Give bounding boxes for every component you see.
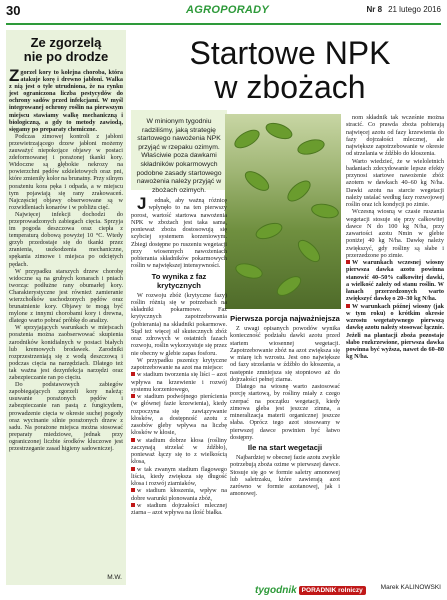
sidebar-paragraph: W przypadku starszych drzew chorobę widoczne są na grubych konarach i pniach tworząc podłużne rany obumarłej kory. Charakterystyczne jest również zamieranie wierzchołków uschodzonych pędów oraz brunatnienie kory. Objawy te mogą być mylone z innymi chorobami kory i drewna, dlatego warto pobrać próbkę do analizy.: [9, 267, 123, 325]
column-2-paragraph: Z uwagi opisanych powodów wynika konieczność podziału dawki azotu przed startem wiosennej wegetacji. Zapotrzebowanie zbóż na azot zwiększa się w miarę ich wzrostu. Jest ono największe od fazy strzelania w źdźbło do kłoszenia, a następnie zmniejsza się stopniowo aż do dojrzałości pełnej ziarna.: [230, 325, 340, 383]
column-1-paragraph: W rozwoju zbóż (krytyczne fazy) roślin różnią się w potrzebach na składniki pokarmowe. Faz krytycznych zapotrzebowania (pobierania) na składniki pokarmowe. Stąd też więcej sił skutecznych zbóż oraz zdrowych w ostatnich fazach rozwoju, roślin wykorzystuje się przez nie obecny w glebie zapas fosforu.: [131, 291, 227, 357]
logo-badge: PORADNIK rolniczy: [299, 586, 366, 595]
bullet-square-icon: [346, 304, 350, 308]
column-3-paragraph: Warto wiedzieć, że w wieloletnich badaniach zdecydowanie lepsze efekty przynosi startowe nawożenie zbóż azotem w dawkach 40–60 kg N/ha. Dawki azotu na starcie wegetacji należy ustalać według fazy rozwojowej roślin oraz ich kondycji po zimie.: [346, 157, 444, 208]
bullet-item: w stadium tworzenia się liści – azot wpływa na krzewienie i rozwój systemu korzeniowego,: [131, 371, 227, 393]
bullet-square-icon: [346, 260, 350, 264]
main-article-title: Startowe NPK w zbożach: [189, 35, 391, 105]
bullet-square-icon: [131, 394, 135, 398]
bold-bullet: W warunkach późnej wiosny (jak w tym roku) o krótkim okresie wzrostu wegetatywnego pierwszą dawkę azotu należy stosować łącznie. Jeżeli na plantacji zboża pozostaje słabo rozkrzewione, pierwsza dawka powinna być wyższa, nawet do 60–80 kg N/ha.: [346, 302, 444, 361]
bullet-square-icon: [131, 372, 135, 376]
wheat-field-photo: [225, 114, 341, 309]
sidebar-author: M.W.: [107, 574, 122, 581]
page-header: [6, 3, 441, 25]
issue-info: [367, 5, 442, 14]
sidebar-paragraph: Najwięcej infekcji dochodzi do przeprowadzonych zabiegach cięcia. Sprzyja im pogoda deszczowa oraz ciepła z temperaturą dobową powyżej 10 °C. Wtedy grzyb przedostaje się do tkanki przez zranienia, uszkodzenia mechaniczne, spękania zimowe i miejsca po odciętych pędach.: [9, 210, 123, 268]
bullet-item: w stadium dojrzałości mlecznej ziarna – azot wpływa na ilość białka.: [131, 501, 227, 516]
bullet-square-icon: [131, 503, 135, 507]
bullet-item: w stadium dobrze kłosa (rośliny zaczynają strzelać w źdźbło), ponieważ łączy się to z wielkością kłosa,: [131, 436, 227, 466]
bullet-item: w stadium podwójnego pierścienia (w głównej fazie krzewienia), kiedy rozpoczyna się zawiązywanie kłosków, a dostępność azotu z zasobów gleby wpływa na liczbę kłosków w kłosie,: [131, 393, 227, 437]
bold-bullet: W warunkach wczesnej wiosny pierwsza dawka azotu powinna stanowić 40–50% całkowitej dawki, a wielkość zależy od stanu roślin. W łanach przerzedzonych warto zwiększyć dawkę o 20–30 kg N/ha.: [346, 259, 444, 303]
column-3-paragraph: nom składnik tak wcześnie można stracić. Co prawda zboża pobierają najwięcej azotu od fazy krzewienia do fazy dojrzałości mlecznej, ale największe zapotrzebowanie w okresie od strzelania w źdźbło do kłoszenia.: [346, 114, 444, 158]
bullet-square-icon: [131, 438, 135, 442]
bullet-square-icon: [131, 488, 135, 492]
sidebar-paragraph: Do podstawowych zabiegów zapobiegających zgorzeli kory należą: usuwanie porażonych pędów i zabezpieczanie ran pastą z fungicydem, prowadzenie cięcia w okresie suchej pogody oraz wycinanie silnie porażonych drzew z sadu. Na porażone miejsca można stosować preparaty miedziowe, jednak przy ograniczonej liczbie środków kluczowe jest przestrzeganie zasad higieny sadowniczej.: [9, 381, 123, 452]
bullet-square-icon: [131, 467, 135, 471]
subheading-critical-phases: To wynika z faz krytycznych: [151, 271, 207, 290]
issue-date: 21 lutego 2016: [388, 5, 441, 14]
sidebar-article-title: Ze zgorzelą nie po drodze: [23, 35, 109, 64]
main-article-lead: W minionym tygodniu radziliśmy, jaką strategię startowego nawożenia NPK przyjąć w rzepaku ozimym. Właściwie poza dawkami składników pokarmowych podobne zasady startowego nawożenia należy przyjąć w zbożach ozimych.: [131, 110, 227, 190]
main-article-author: Marek KALINOWSKI: [380, 584, 441, 591]
column-3-paragraph: Wczesną wiosną w czasie ruszania wegetacji stosuje się przy całkowitej dawce N do 100 kg N/ha, przy zawartości azotu Nmin w glebie poniżej 40 kg N/ha. Dawkę należy zwiększyć, gdy rośliny są słabe i przerzedzone po zimie.: [346, 208, 444, 259]
sidebar-article-body: [9, 66, 123, 452]
subheading-start-vegetation: Ile na start wegetacji: [247, 443, 323, 452]
subheading-first-dose: Pierwsza porcja najważniejsza: [230, 314, 340, 323]
article-column-1: [131, 197, 227, 585]
publication-logo: [255, 584, 366, 596]
article-column-2: [230, 312, 340, 544]
logo-text: tygodnik: [255, 584, 297, 596]
sidebar-article: [6, 30, 126, 585]
section-label: AGROPORADY: [186, 4, 270, 16]
page-number: 30: [6, 3, 21, 18]
column-1-paragraph: W przypadku pszenicy krytyczne zapotrzebowanie na azot ma miejsce:: [131, 356, 227, 371]
sidebar-paragraph: W sprzyjających warunkach w miejscach porażenia można zaobserwować skupienia zarodników konidialnych w postaci białych lub kremowych brodawek. Zarodniki rozprzestrzeniają się z wodą deszczową i podczas cięcia na narzędziach. Dlatego też tak ważna jest dezynfekcja narzędzi oraz zabezpieczanie ran po cięciu.: [9, 324, 123, 382]
column-2-paragraph: Dlatego na wiosnę warto zastosować porcję startową, by rośliny miały z czego czerpać na początku wegetacji, kiedy zimowa gleba jest jeszcze zimna, a mineralizacja materii organicznej jeszcze słaba. Oprócz tego azot stosowany w pierwszej dawce powinien być łatwo dostępny.: [230, 383, 340, 441]
bullet-item: w stadium kłoszenia, wpływ na dobre warunki plonowania zbóż,: [131, 487, 227, 502]
article-column-3: [346, 114, 444, 586]
column-2-paragraph: Najbardziej w obecnej fazie azotu zwykle potrzebują zboża ozime w pierwszej dawce. Stosuje się go w formie saletry amonowej lub saletrzaku, które zawierają azot zarówno w formie azotanowej, jak i amonowej.: [230, 454, 340, 498]
column-1-intro: J ednak, aby ważną różnicę wpłynęło to na ten pierwszy porost, wartość startowa nawożenia NPK w zbożach jest taka sama, ponieważ zboża dostosowują się szybciej systemem korzeniowym. Zbiegi dostępne po ruszeniu wegetacji przy wiosennych nawożeniach pobierania składników pokarmowych roślin w największej intensywności.: [131, 197, 227, 270]
bullet-item: w tak zwanym stadium flagowego liścia, kiedy zwiększa się długość kłosa i rozwój ziarniaków,: [131, 465, 227, 487]
sidebar-article-lead: Zgorzel kory to kolejna choroba, która atakuje korę i drewno jabłoni. Walka z nią jest o tyle utrudniona, że na rynku jest ograniczona liczba pestycydów do ochrony sadów przed infekcjami. W myśl integrowanej ochrony roślin na pierwszym miejscu stawiamy walkę mechaniczną i biologiczną, a gdy to metody zawiodą, sięgamy po preparaty chemiczne.: [9, 66, 123, 133]
issue-number: Nr 8: [366, 5, 383, 14]
sidebar-paragraph: Podczas zimowej kontroli z jabłoni przewietrzającego drzew jabłoni możemy zauważyć niepokojące objawy w postaci zdeformowanej i porażonej tkanki kory. Widoczne są głębokie nekrozy na powierzchni pędów szkieletowych oraz pni, które zmieniły kolor na brunatny. Przy silnym porażeniu kora pęka i odpada, a w miejscu tym pojawiają się rany zrakowaceń. Najczęściej objawy obserwowane są w rozwidleniach konarów i w pobliżu cięć.: [9, 132, 123, 211]
